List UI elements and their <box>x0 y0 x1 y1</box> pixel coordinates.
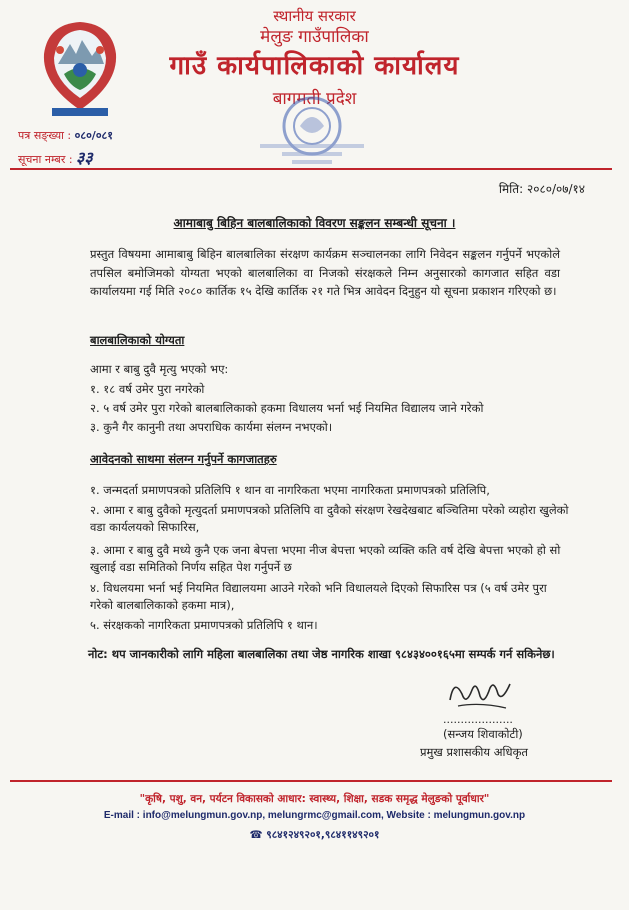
eligibility-heading: बालबालिकाको योग्यता <box>90 333 185 347</box>
footer-contacts: E-mail : info@melungmun.gov.np, melungrmc@gmail.com, Website : melungmun.gov.np <box>103 810 526 821</box>
notice-date: मिति: २०८०/०७/१४ <box>498 182 585 196</box>
letter-number-label: पत्र सङ्ख्या : <box>18 129 72 142</box>
footer-divider <box>10 780 612 782</box>
footer-phones: ☎ ९८४१२४९२०१,९८४११४९२०१ <box>249 829 380 841</box>
documents-heading: आवेदनको साथमा संलग्न गर्नुपर्ने कागजातहरु <box>90 452 277 466</box>
signer-name: (सन्जय शिवाकोटी) <box>443 727 523 741</box>
header-office-title: गाउँ कार्यपालिकाको कार्यालय <box>169 51 460 81</box>
header-province: बागमती प्रदेश <box>272 89 357 109</box>
intro-paragraph: प्रस्तुत विषयमा आमाबाबु बिहिन बालबालिका संरक्षण कार्यक्रम सञ्चालनका लागि निवेदन सङ्कलन गर्नुपर्ने भएकोले तपसिल बमोजिमको योग्यता भएको बालबालिका वा निजको संरक्षकले निम्न अनुसारको कागजात सहित वडा कार्यालयमा गई मिति २०८० कार्तिक १५ देखि कार्तिक २१ गते भित्र आवेदन दिनुहुन यो सूचना प्रकाशन गरिएको छ। <box>90 247 560 298</box>
document-item: ४. विधलयमा भर्ना भई नियमित विद्यालयमा आउने गरेको भनि विधालयले दिएको सिफारिस पत्र (५ वर्ष उमेर पुरा गरेको बालबालिकाको हकमा मात्र), <box>90 581 547 612</box>
eligibility-item: ३. कुनै गैर कानुनी तथा अपराधिक कार्यमा संलग्न नभएको। <box>90 420 333 434</box>
notice-number <box>18 146 93 168</box>
eligibility-item: २. ५ वर्ष उमेर पुरा गरेको बालबालिकाको हकमा विधालय भर्ना भई नियमित विद्यालय जाने गरेको <box>90 401 484 415</box>
contact-note: नोट: थप जानकारीको लागि महिला बालबालिका तथा जेष्ठ नागरिक शाखा ९८४३४००१६५मा सम्पर्क गर्न सकिनेछ। <box>88 647 555 661</box>
header-local-government: स्थानीय सरकार <box>273 7 356 25</box>
notice-number-value: ३३ <box>76 148 93 167</box>
eligibility-lead: आमा र बाबु दुवै मृत्यु भएको भए: <box>90 362 229 376</box>
letter-number <box>18 128 113 143</box>
document-item: ३. आमा र बाबु दुवै मध्ये कुनै एक जना बेपत्ता भएमा नीज बेपत्ता भएको व्यक्ति कति वर्ष देखि बेपत्ता भएको हो सो खुलाई वडा समितिको निर्णय सहित पेश गर्नुपर्ने छ <box>90 543 561 574</box>
signer-designation: प्रमुख प्रशासकीय अधिकृत <box>420 745 528 759</box>
document-item: २. आमा र बाबु दुवैको मृत्युदर्ता प्रमाणपत्रको प्रतिलिपि वा दुवैको संरक्षण रेखदेखबाट बञ्चितिमा परेको व्यहोरा खुलेको वडा कार्यलयको सिफारिस, <box>90 503 569 534</box>
notice-number-label: सूचना नम्बर : <box>18 153 73 166</box>
document-item: ५. संरक्षकको नागरिकता प्रमाणपत्रको प्रतिलिपि १ थान। <box>90 618 318 632</box>
eligibility-item: १. १८ वर्ष उमेर पुरा नगरेको <box>90 382 205 396</box>
letter-number-value: ०८०/०८१ <box>74 129 113 142</box>
signature-line: .................... <box>443 713 513 726</box>
document-item: १. जन्मदर्ता प्रमाणपत्रको प्रतिलिपि १ थान वा नागरिकता भएमा नागरिकता प्रमाणपत्रको प्रतिलिपि, <box>90 483 490 497</box>
notice-subject: आमाबाबु बिहिन बालबालिकाको विवरण सङ्कलन सम्बन्धी सूचना । <box>173 216 456 230</box>
signature-icon <box>440 672 520 714</box>
office-stamp-icon <box>252 88 372 174</box>
footer-slogan: "कृषि, पशु, वन, पर्यटन विकासको आधार: स्वास्थ्य, शिक्षा, सडक समृद्ध मेलुङको पूर्वाधार" <box>139 793 490 805</box>
header-divider <box>10 168 612 170</box>
header-municipality: मेलुङ गाउँपालिका <box>260 27 369 47</box>
